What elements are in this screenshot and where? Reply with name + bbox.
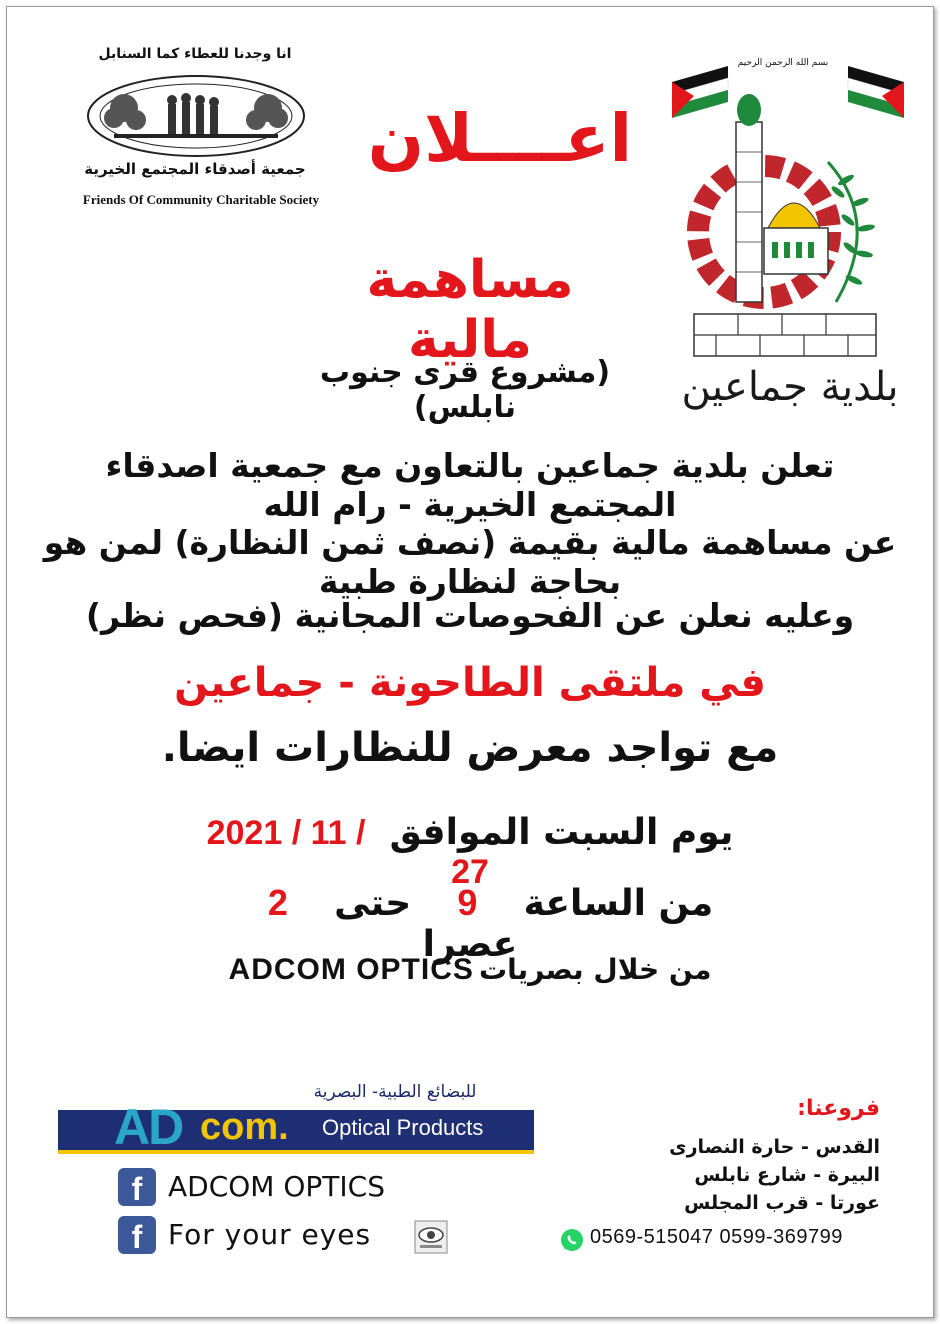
optics-row <box>200 953 740 1003</box>
time-suffix: عصرا <box>422 924 518 965</box>
facebook-page-for-your-eyes: For your eyes <box>168 1218 372 1251</box>
society-motto: انا وجدنا للعطاء كما السنابل <box>98 46 292 62</box>
facebook-icon: f <box>118 1216 156 1254</box>
branch-item: عورتا - قرب المجلس <box>684 1192 880 1214</box>
facebook-icon: f <box>118 1168 156 1206</box>
optics-brand: ADCOM OPTICS <box>228 953 474 986</box>
time-from-value: 9 <box>457 882 478 923</box>
municipality-name: بلدية جماعين <box>681 364 899 410</box>
society-seal-logo <box>84 68 308 160</box>
time-from-label: من الساعة <box>523 883 714 924</box>
body-line-1: تعلن بلدية جماعين بالتعاون مع جمعية اصدقاء المجتمع الخيرية - رام الله <box>105 446 835 524</box>
date-label: يوم السبت الموافق <box>389 812 734 853</box>
adcom-tagline: للبضائع الطبية- البصرية <box>313 1082 477 1102</box>
venue-line: في ملتقى الطاحونة - جماعين <box>174 660 766 706</box>
body-line-3: وعليه نعلن عن الفحوصات المجانية (فحص نظر) <box>85 596 855 635</box>
adcom-logo-ad: AD <box>114 1099 183 1155</box>
eye-logo-icon <box>414 1220 448 1254</box>
branches-title: فروعنا: <box>797 1096 880 1121</box>
municipality-emblem-logo <box>668 52 908 364</box>
contact-phones <box>560 1226 884 1256</box>
time-to-label: حتى <box>334 883 412 924</box>
project-subtitle: (مشروع قرى جنوب نابلس) <box>319 355 611 425</box>
branch-item: القدس - حارة النصارى <box>669 1136 880 1158</box>
date-row <box>190 812 750 891</box>
optics-prefix: من خلال بصريات <box>478 953 712 986</box>
society-name-arabic: جمعية أصدقاء المجتمع الخيرية <box>84 160 306 178</box>
subject-title: مساهمة مالية <box>366 250 574 370</box>
phone-numbers: 0569-515047 0599-369799 <box>590 1226 843 1248</box>
date-value: 2021 / 11 / 27 <box>206 814 489 891</box>
time-row <box>190 882 750 965</box>
body-line-2: عن مساهمة مالية بقيمة (نصف ثمن النظارة) لمن هو بحاجة لنظارة طبية <box>43 523 897 601</box>
whatsapp-icon <box>560 1228 584 1252</box>
basmala-text: بسم الله الرحمن الرحيم <box>737 58 829 68</box>
adcom-logo-com: com. <box>200 1106 289 1148</box>
society-name-english: Friends Of Community Charitable Society <box>82 192 320 207</box>
exhibition-line: مع تواجد معرض للنظارات ايضا. <box>161 725 779 771</box>
branch-item: البيرة - شارع نابلس <box>694 1164 880 1186</box>
adcom-products-label: Optical Products <box>322 1115 484 1140</box>
facebook-page-adcom: ADCOM OPTICS <box>168 1170 385 1203</box>
time-to-value: 2 <box>267 882 288 923</box>
announcement-title: اعــــلان <box>367 100 633 177</box>
